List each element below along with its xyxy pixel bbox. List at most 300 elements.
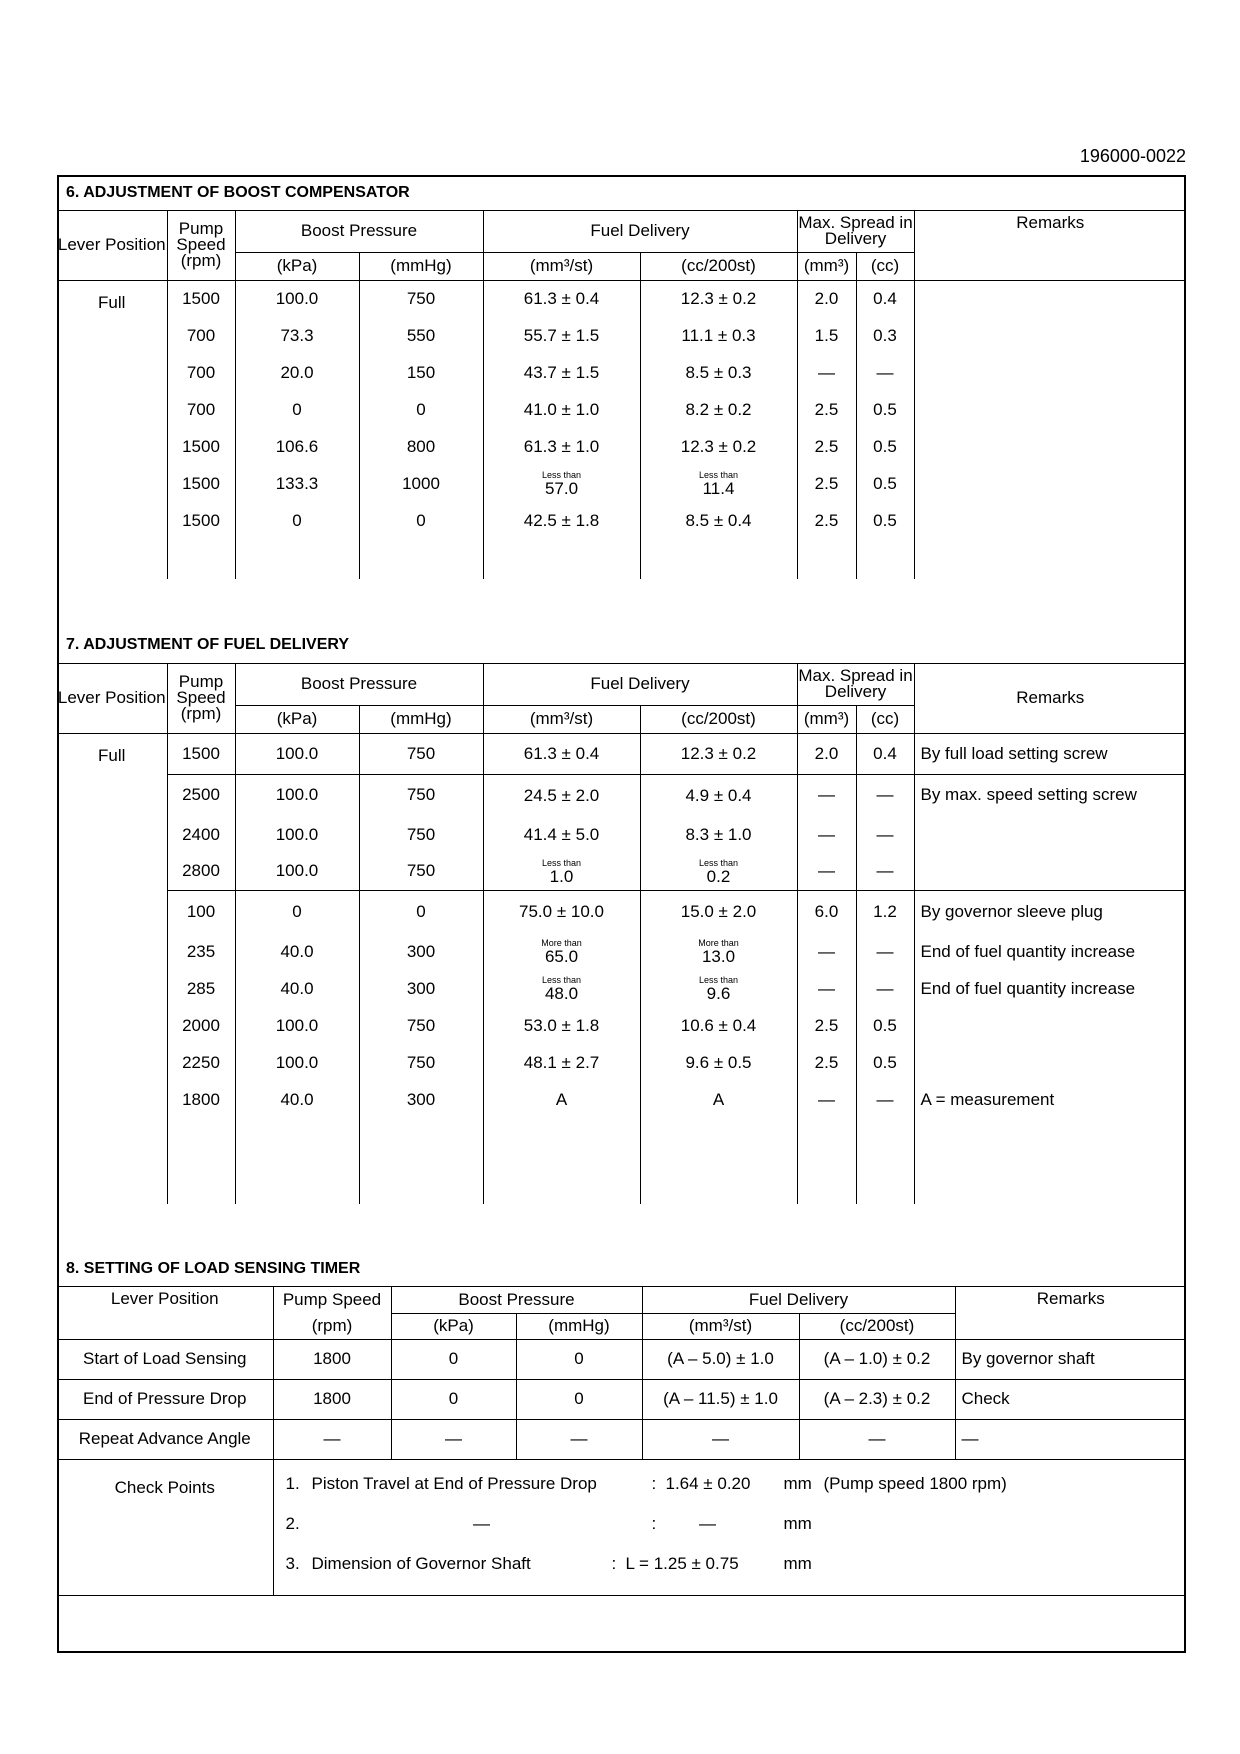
spread-mm3-cell: — [797, 354, 856, 391]
table-row [57, 1081, 1186, 1118]
mmhg-cell: 750 [359, 774, 483, 816]
pump-speed-cell: 2800 [167, 853, 235, 890]
check-point-unit: mm [783, 1553, 812, 1573]
table-row [57, 890, 1186, 933]
value-text: 42.5 ± 1.8 [523, 511, 600, 530]
blank-cell [797, 1118, 856, 1204]
spread-cc-cell: — [856, 354, 914, 391]
cc-header: (cc) [856, 705, 914, 733]
table-row [57, 1379, 1186, 1419]
remarks-header: Remarks [955, 1286, 1186, 1339]
value-qualifier: Less than [541, 857, 582, 868]
kpa-cell: 100.0 [235, 280, 359, 317]
value-text: 9.6 [706, 984, 731, 1003]
blank-cell [235, 1118, 359, 1204]
pump-speed-header: Pump Speed (rpm) [167, 210, 235, 280]
blank-row [57, 1118, 1186, 1204]
fuel-mm3-cell [483, 933, 640, 970]
fuel-mm3-cell [483, 317, 640, 354]
table-row [57, 317, 1186, 354]
fuel-cc-cell [640, 502, 797, 539]
value-qualifier: More than [541, 938, 582, 948]
fuel-mm3-cell: (A – 5.0) ± 1.0 [642, 1339, 799, 1379]
check-point-item [274, 1460, 1187, 1504]
fuel-mm3-cell [483, 465, 640, 502]
lever-position-header: Lever Position [57, 235, 166, 254]
mm3st-header: (mm³/st) [642, 1313, 799, 1339]
kpa-cell: 100.0 [235, 816, 359, 853]
fuel-mm3-cell [483, 391, 640, 428]
spread-cc-cell: 0.5 [856, 465, 914, 502]
spread-cc-cell: 0.5 [856, 391, 914, 428]
value-text: 53.0 ± 1.8 [523, 1016, 600, 1035]
blank-cell [359, 1118, 483, 1204]
table-row [57, 1419, 1186, 1459]
value-text: 10.6 ± 0.4 [680, 1016, 757, 1035]
table-row [57, 933, 1186, 970]
mm3-header: (mm³) [797, 252, 856, 280]
fuel-mm3-cell [483, 1044, 640, 1081]
blank-cell [167, 1118, 235, 1204]
fuel-cc-cell [640, 774, 797, 816]
mmhg-cell: 300 [359, 970, 483, 1007]
kpa-header: (kPa) [235, 705, 359, 733]
kpa-cell: — [391, 1419, 516, 1459]
table-row [57, 354, 1186, 391]
kpa-cell: 40.0 [235, 1081, 359, 1118]
table-row [57, 280, 1186, 317]
value-text: 24.5 ± 2.0 [523, 785, 600, 805]
blank-row [57, 539, 1186, 579]
mmhg-cell: 750 [359, 1007, 483, 1044]
remarks-cell [914, 428, 1186, 465]
fuel-mm3-cell [483, 354, 640, 391]
remarks-cell: End of fuel quantity increase [914, 970, 1186, 1007]
lever-position-header: Lever Position [110, 1288, 219, 1308]
blank-cell [914, 539, 1186, 579]
value-text: 41.0 ± 1.0 [523, 400, 600, 419]
kpa-cell: 100.0 [235, 1044, 359, 1081]
check-point-num: 2. [285, 1513, 300, 1533]
value-text: 12.3 ± 0.2 [680, 744, 757, 763]
cc-header: (cc) [856, 252, 914, 280]
check-points-list [273, 1459, 1186, 1595]
table-row [57, 1339, 1186, 1379]
fuel-cc-cell: (A – 2.3) ± 0.2 [799, 1379, 955, 1419]
mmhg-cell: 750 [359, 733, 483, 774]
pump-speed-cell: 2250 [167, 1044, 235, 1081]
remarks-cell [914, 391, 1186, 428]
kpa-cell: 0 [391, 1379, 516, 1419]
check-point-value: L = 1.25 ± 0.75 [625, 1553, 739, 1573]
value-text: 4.9 ± 0.4 [685, 785, 752, 805]
mmhg-cell: 750 [359, 816, 483, 853]
spread-cc-cell: — [856, 970, 914, 1007]
spread-cc-cell: 1.2 [856, 890, 914, 933]
table-row [57, 733, 1186, 774]
pump-speed-cell: 1800 [273, 1379, 391, 1419]
fuel-cc-cell [640, 428, 797, 465]
fuel-mm3-cell: — [642, 1419, 799, 1459]
blank-cell [914, 1118, 1186, 1204]
fuel-cc-cell [640, 280, 797, 317]
mmhg-cell: 550 [359, 317, 483, 354]
value-text: 8.5 ± 0.3 [685, 363, 752, 382]
mmhg-cell: 0 [359, 890, 483, 933]
fuel-mm3-cell [483, 1007, 640, 1044]
check-point-note: (Pump speed 1800 rpm) [823, 1473, 1007, 1493]
check-point-colon: : [611, 1553, 617, 1573]
pump-speed-cell: 700 [167, 354, 235, 391]
spread-mm3-cell: 2.5 [797, 465, 856, 502]
blank-cell [483, 1118, 640, 1204]
spread-mm3-cell: 2.5 [797, 1044, 856, 1081]
fuel-cc-cell [640, 1081, 797, 1118]
value-text: 8.5 ± 0.4 [685, 511, 752, 530]
kpa-cell: 73.3 [235, 317, 359, 354]
blank-cell [483, 539, 640, 579]
fuel-mm3-cell [483, 733, 640, 774]
table-row [57, 774, 1186, 816]
blank-cell [359, 539, 483, 579]
check-points-label: Check Points [114, 1477, 215, 1497]
value-qualifier: Less than [541, 470, 582, 480]
fuel-delivery-header: Fuel Delivery [483, 663, 797, 705]
fuel-cc-cell [640, 816, 797, 853]
check-point-unit: mm [783, 1473, 812, 1493]
check-point-value: — [699, 1513, 716, 1533]
section8-title: 8. SETTING OF LOAD SENSING TIMER [57, 1252, 1186, 1286]
fuel-cc-cell [640, 465, 797, 502]
remarks-cell [914, 465, 1186, 502]
fuel-cc-cell: — [799, 1419, 955, 1459]
table-row [57, 853, 1186, 890]
value-text: A [555, 1090, 568, 1109]
check-point-text: Dimension of Governor Shaft [311, 1553, 531, 1573]
value-text: 15.0 ± 2.0 [680, 902, 757, 922]
fuel-mm3-cell [483, 280, 640, 317]
table-row [57, 816, 1186, 853]
spread-mm3-cell: — [797, 774, 856, 816]
check-point-unit: mm [783, 1513, 812, 1533]
mmhg-cell: 0 [516, 1339, 642, 1379]
pump-speed-cell: 1500 [167, 428, 235, 465]
check-point-num: 3. [285, 1553, 300, 1573]
boost-pressure-header: Boost Pressure [235, 210, 483, 252]
cc200st-header: (cc/200st) [799, 1313, 955, 1339]
fuel-cc-cell [640, 733, 797, 774]
fuel-mm3-cell [483, 428, 640, 465]
fuel-delivery-header: Fuel Delivery [642, 1286, 955, 1313]
document-number: 196000-0022 [1079, 146, 1186, 166]
fuel-cc-cell [640, 317, 797, 354]
table-row [57, 502, 1186, 539]
remarks-cell: — [955, 1419, 1186, 1459]
mmhg-cell: 750 [359, 853, 483, 890]
fuel-delivery-header: Fuel Delivery [483, 210, 797, 252]
pump-speed-cell: 235 [167, 933, 235, 970]
mmhg-cell: 150 [359, 354, 483, 391]
spread-mm3-cell: 2.5 [797, 502, 856, 539]
table-row [57, 465, 1186, 502]
fuel-cc-cell [640, 933, 797, 970]
value-text: 55.7 ± 1.5 [523, 326, 600, 345]
row-label-cell: Start of Load Sensing [82, 1349, 247, 1368]
spread-cc-cell: 0.3 [856, 317, 914, 354]
check-point-num: 1. [285, 1473, 300, 1493]
spread-mm3-cell: 2.0 [797, 280, 856, 317]
check-point-item [274, 1504, 1187, 1544]
value-text: 8.3 ± 1.0 [685, 825, 752, 844]
pump-speed-cell: 1500 [167, 280, 235, 317]
spread-cc-cell: 0.5 [856, 502, 914, 539]
section7-table [57, 628, 1186, 1204]
pump-speed-cell: 2500 [167, 774, 235, 816]
value-text: 0.2 [706, 866, 731, 886]
value-qualifier: Less than [698, 470, 739, 480]
kpa-header: (kPa) [391, 1313, 516, 1339]
fuel-mm3-cell [483, 890, 640, 933]
remarks-cell [914, 816, 1186, 853]
mmhg-cell: 0 [359, 391, 483, 428]
mmhg-cell: 0 [516, 1379, 642, 1419]
pump-speed-cell: 1500 [167, 465, 235, 502]
mmhg-header: (mmHg) [516, 1313, 642, 1339]
remarks-cell [914, 280, 1186, 317]
blank-cell [797, 539, 856, 579]
check-point-text: — [473, 1513, 490, 1533]
spread-cc-cell: — [856, 774, 914, 816]
value-text: 43.7 ± 1.5 [523, 363, 600, 382]
fuel-cc-cell [640, 853, 797, 890]
spread-cc-cell: 0.5 [856, 1044, 914, 1081]
blank-cell [856, 1118, 914, 1204]
pump-speed-cell: 2000 [167, 1007, 235, 1044]
mmhg-header: (mmHg) [359, 705, 483, 733]
table-row [57, 391, 1186, 428]
kpa-cell: 100.0 [235, 733, 359, 774]
spread-mm3-cell: 2.5 [797, 1007, 856, 1044]
value-qualifier: Less than [541, 975, 582, 985]
lever-position-cell: Full [98, 745, 126, 765]
fuel-mm3-cell [483, 774, 640, 816]
fuel-cc-cell [640, 1007, 797, 1044]
check-point-item [274, 1544, 1187, 1584]
fuel-mm3-cell [483, 502, 640, 539]
pump-speed-cell: 100 [167, 890, 235, 933]
value-text: 75.0 ± 10.0 [519, 902, 604, 922]
check-point-colon: : [651, 1513, 657, 1533]
table-row [57, 1007, 1186, 1044]
value-text: 48.1 ± 2.7 [523, 1053, 600, 1072]
mmhg-cell: 800 [359, 428, 483, 465]
remarks-cell: A = measurement [914, 1081, 1186, 1118]
spread-cc-cell: 0.4 [856, 733, 914, 774]
kpa-cell: 106.6 [235, 428, 359, 465]
spread-mm3-cell: — [797, 816, 856, 853]
spread-cc-cell: — [856, 816, 914, 853]
remarks-cell: By governor sleeve plug [914, 890, 1186, 933]
value-text: 57.0 [544, 479, 579, 498]
table-row [57, 970, 1186, 1007]
spread-mm3-cell: 1.5 [797, 317, 856, 354]
value-qualifier: Less than [698, 975, 739, 985]
kpa-cell: 100.0 [235, 853, 359, 890]
cc200st-header: (cc/200st) [640, 252, 797, 280]
value-text: 48.0 [544, 984, 579, 1003]
spread-cc-cell: — [856, 1081, 914, 1118]
fuel-cc-cell [640, 391, 797, 428]
fuel-mm3-cell: (A – 11.5) ± 1.0 [642, 1379, 799, 1419]
kpa-cell: 0 [235, 502, 359, 539]
kpa-cell: 40.0 [235, 933, 359, 970]
remarks-header: Remarks [914, 663, 1186, 733]
spread-mm3-cell: — [797, 1081, 856, 1118]
kpa-cell: 100.0 [235, 1007, 359, 1044]
remarks-cell [914, 317, 1186, 354]
mmhg-cell: 0 [359, 502, 483, 539]
value-text: 8.2 ± 0.2 [685, 400, 752, 419]
pump-speed-cell: 2400 [167, 816, 235, 853]
remarks-cell: By full load setting screw [914, 733, 1186, 774]
pump-speed-header: Pump Speed (rpm) [167, 663, 235, 733]
check-point-value: 1.64 ± 0.20 [665, 1473, 751, 1493]
spread-cc-cell: 0.5 [856, 428, 914, 465]
remarks-cell [914, 502, 1186, 539]
pump-speed-cell: 700 [167, 391, 235, 428]
kpa-cell: 0 [235, 391, 359, 428]
lever-position-header: Lever Position [57, 688, 166, 707]
fuel-mm3-cell [483, 853, 640, 890]
kpa-header: (kPa) [235, 252, 359, 280]
pump-speed-cell: 1500 [167, 733, 235, 774]
fuel-cc-cell [640, 970, 797, 1007]
boost-pressure-header: Boost Pressure [391, 1286, 642, 1313]
fuel-cc-cell: (A – 1.0) ± 0.2 [799, 1339, 955, 1379]
cc200st-header: (cc/200st) [640, 705, 797, 733]
remarks-cell: By max. speed setting screw [914, 774, 1186, 816]
kpa-cell: 133.3 [235, 465, 359, 502]
mm3st-header: (mm³/st) [483, 705, 640, 733]
remarks-cell [914, 853, 1186, 890]
spread-mm3-cell: 2.0 [797, 733, 856, 774]
kpa-cell: 100.0 [235, 774, 359, 816]
table-row [57, 1044, 1186, 1081]
value-text: 12.3 ± 0.2 [680, 437, 757, 456]
lever-position-cell: Full [98, 292, 126, 312]
max-spread-header: Max. Spread in Delivery [797, 663, 914, 705]
blank-cell [235, 539, 359, 579]
spread-mm3-cell: 2.5 [797, 428, 856, 465]
value-text: 11.4 [702, 479, 735, 498]
value-text: 61.3 ± 0.4 [523, 289, 600, 309]
spread-mm3-cell: — [797, 970, 856, 1007]
value-text: 61.3 ± 1.0 [523, 437, 600, 456]
value-text: 41.4 ± 5.0 [523, 825, 600, 844]
section6-table [57, 176, 1186, 579]
value-qualifier: Less than [698, 857, 739, 868]
value-qualifier: More than [698, 938, 739, 948]
blank-cell [856, 539, 914, 579]
kpa-cell: 0 [235, 890, 359, 933]
mmhg-cell: 750 [359, 280, 483, 317]
pump-speed-cell: 700 [167, 317, 235, 354]
section8-table [57, 1252, 1186, 1635]
value-text: 13.0 [701, 947, 736, 966]
remarks-cell [914, 1044, 1186, 1081]
value-text: 61.3 ± 0.4 [523, 744, 600, 763]
pump-speed-cell: 285 [167, 970, 235, 1007]
value-text: 11.1 ± 0.3 [681, 326, 756, 345]
spread-mm3-cell: — [797, 853, 856, 890]
section7-title: 7. ADJUSTMENT OF FUEL DELIVERY [57, 628, 1186, 663]
value-text: 1.0 [549, 866, 574, 886]
max-spread-header: Max. Spread in Delivery [797, 210, 914, 252]
mmhg-cell: 300 [359, 933, 483, 970]
section6-title: 6. ADJUSTMENT OF BOOST COMPENSATOR [57, 176, 1186, 210]
rpm-header: (rpm) [273, 1313, 391, 1339]
pump-speed-cell: 1800 [273, 1339, 391, 1379]
remarks-cell [914, 1007, 1186, 1044]
kpa-cell: 0 [391, 1339, 516, 1379]
mmhg-cell: 750 [359, 1044, 483, 1081]
spread-cc-cell: — [856, 933, 914, 970]
remarks-cell: By governor shaft [955, 1339, 1186, 1379]
value-text: 65.0 [544, 947, 579, 966]
mmhg-cell: 300 [359, 1081, 483, 1118]
fuel-mm3-cell [483, 816, 640, 853]
spread-mm3-cell: 2.5 [797, 391, 856, 428]
value-text: 9.6 ± 0.5 [685, 1053, 752, 1072]
check-point-colon: : [651, 1473, 657, 1493]
blank-cell [640, 539, 797, 579]
mmhg-cell: 1000 [359, 465, 483, 502]
blank-cell [167, 539, 235, 579]
row-label-cell: End of Pressure Drop [83, 1389, 247, 1408]
mmhg-header: (mmHg) [359, 252, 483, 280]
blank-cell [640, 1118, 797, 1204]
value-text: 12.3 ± 0.2 [680, 289, 757, 309]
fuel-cc-cell [640, 890, 797, 933]
kpa-cell: 40.0 [235, 970, 359, 1007]
pump-speed-cell: — [273, 1419, 391, 1459]
remarks-cell [914, 354, 1186, 391]
mm3-header: (mm³) [797, 705, 856, 733]
mm3st-header: (mm³/st) [483, 252, 640, 280]
fuel-mm3-cell [483, 1081, 640, 1118]
blank-footer-row [57, 1595, 1186, 1635]
fuel-cc-cell [640, 1044, 797, 1081]
remarks-cell: End of fuel quantity increase [914, 933, 1186, 970]
spread-mm3-cell: 6.0 [797, 890, 856, 933]
check-point-text: Piston Travel at End of Pressure Drop [311, 1473, 597, 1493]
kpa-cell: 20.0 [235, 354, 359, 391]
fuel-mm3-cell [483, 970, 640, 1007]
fuel-cc-cell [640, 354, 797, 391]
spread-cc-cell: 0.4 [856, 280, 914, 317]
value-text: A [712, 1090, 725, 1109]
pump-speed-header: Pump Speed [273, 1286, 391, 1313]
mmhg-cell: — [516, 1419, 642, 1459]
table-row [57, 428, 1186, 465]
remarks-header: Remarks [914, 210, 1186, 280]
pump-speed-cell: 1800 [167, 1081, 235, 1118]
spread-mm3-cell: — [797, 933, 856, 970]
row-label-cell: Repeat Advance Angle [78, 1429, 251, 1448]
pump-speed-cell: 1500 [167, 502, 235, 539]
remarks-cell: Check [955, 1379, 1186, 1419]
boost-pressure-header: Boost Pressure [235, 663, 483, 705]
